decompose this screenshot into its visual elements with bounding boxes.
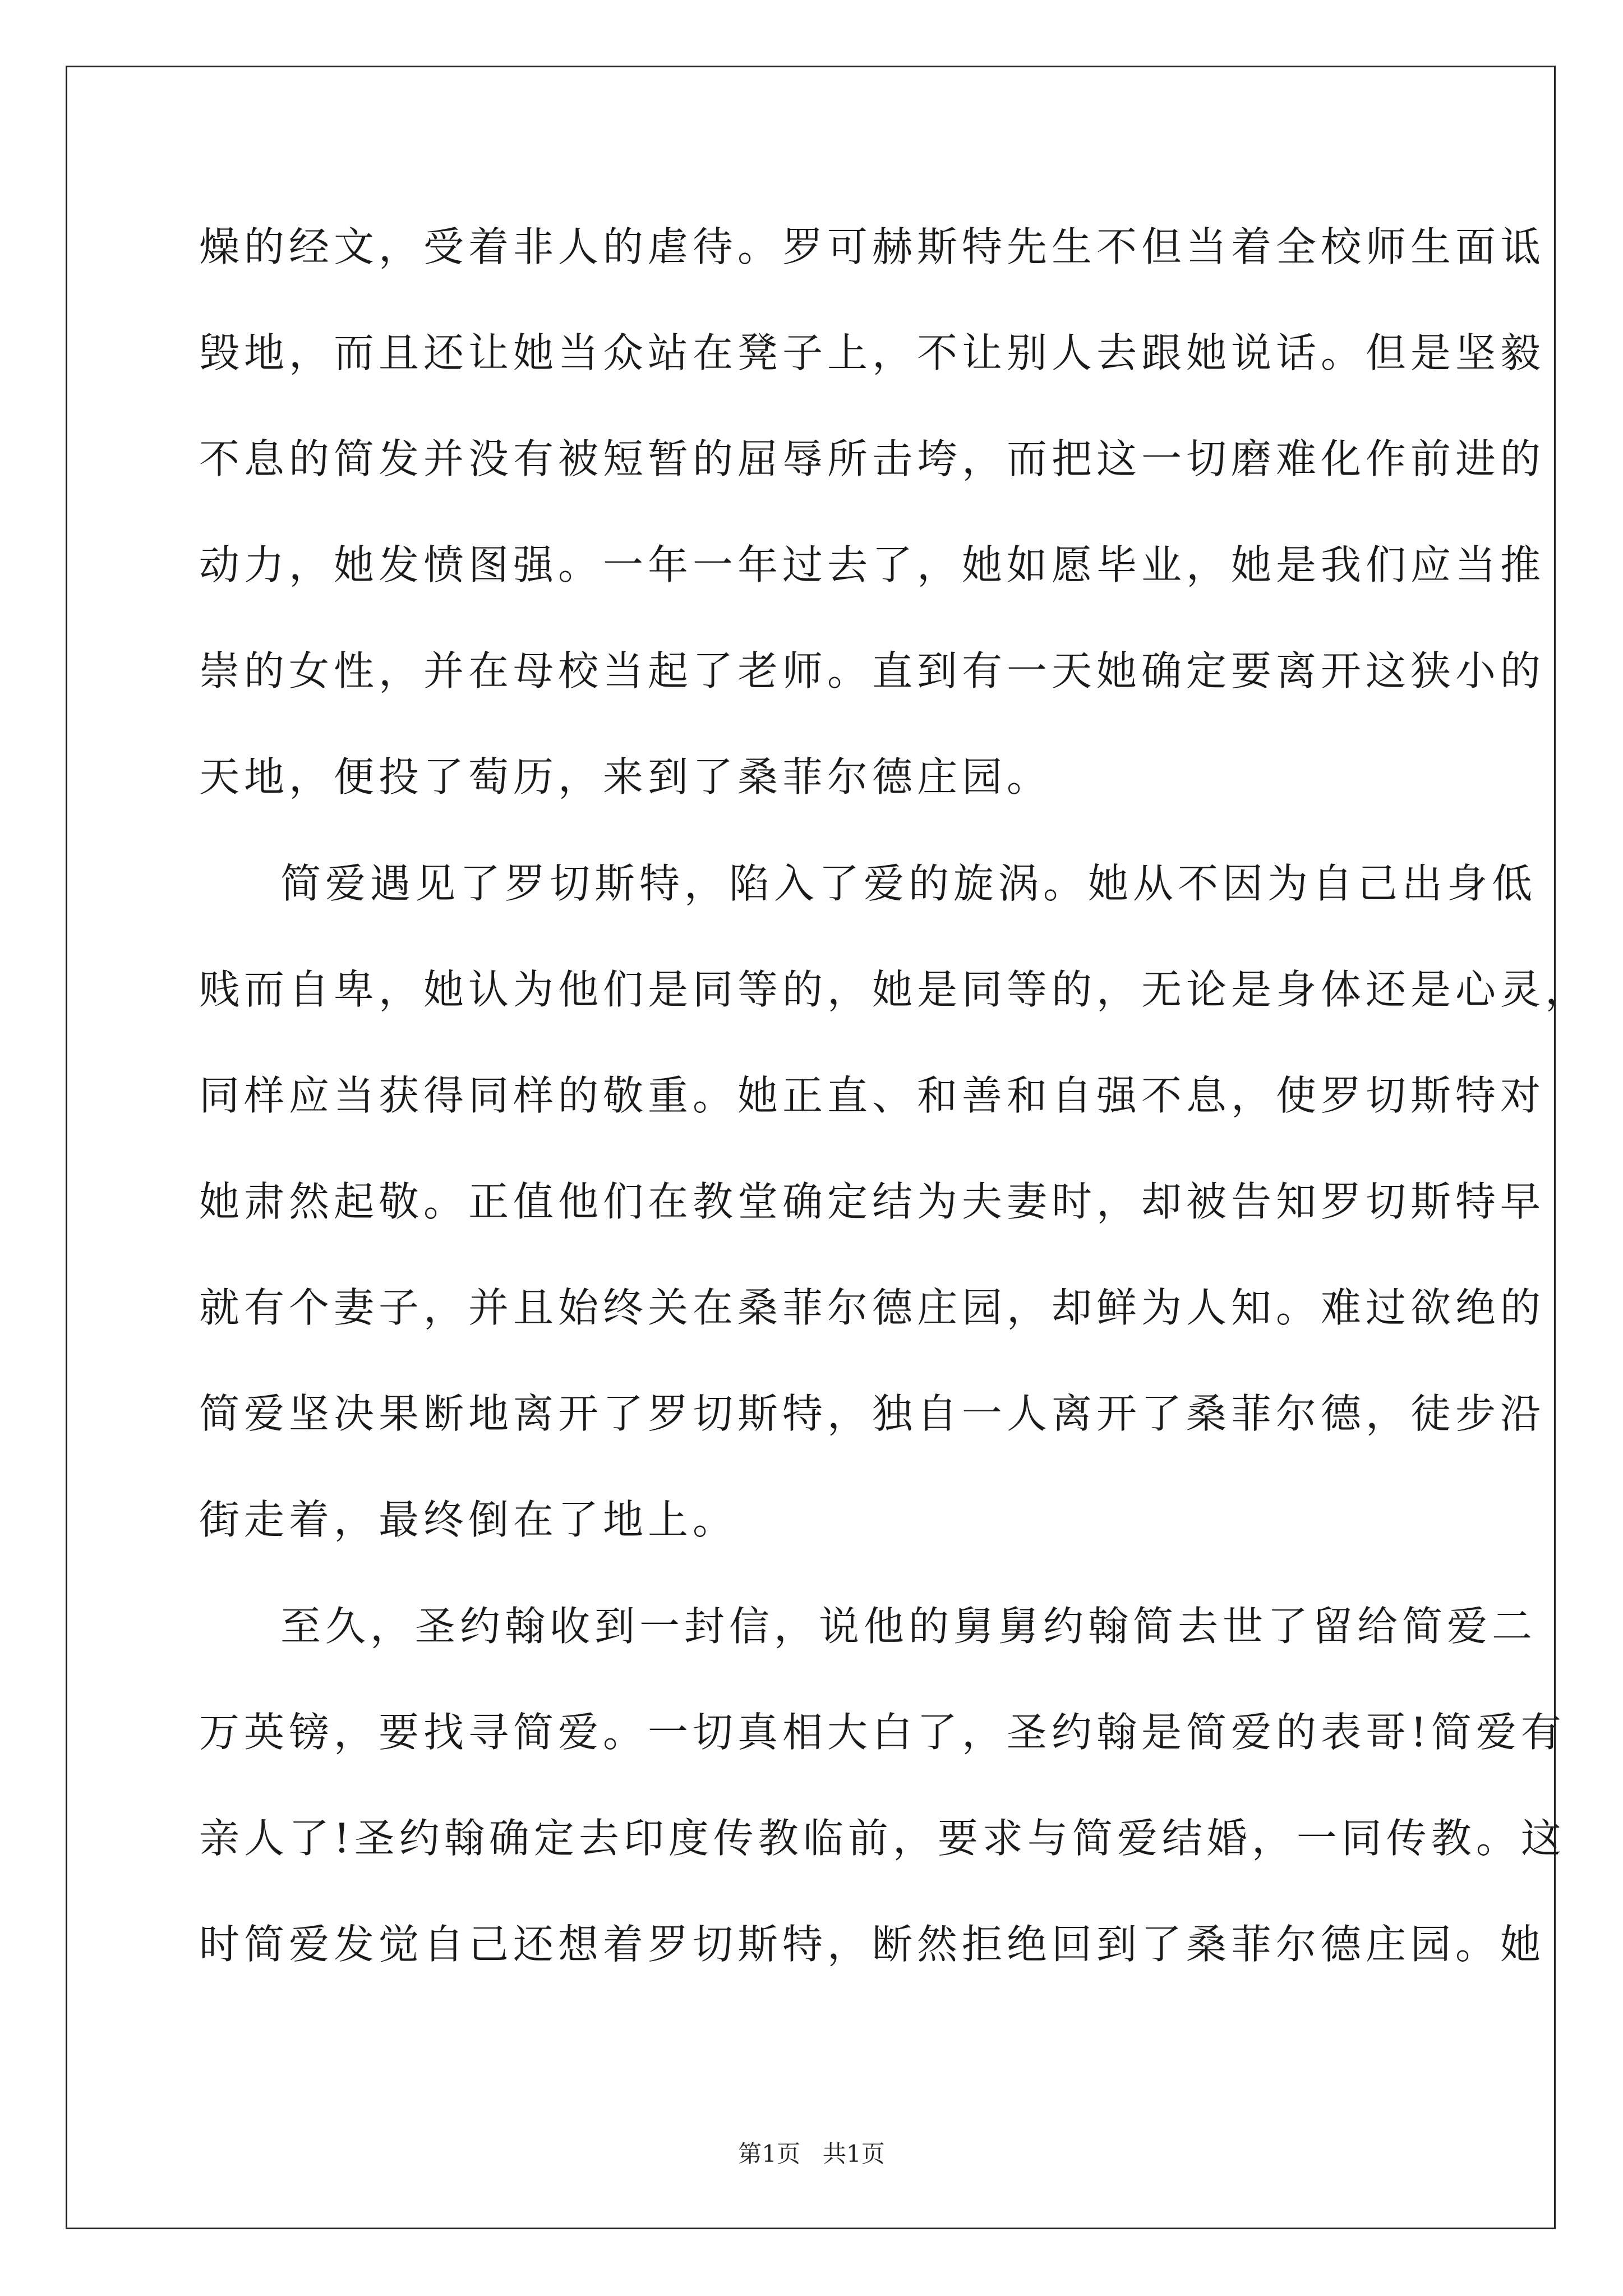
- body-line-4: 动力，她发愤图强。一年一年过去了，她如愿毕业，她是我们应当推: [199, 541, 1546, 588]
- body-line-5: 崇的女性，并在母校当起了老师。直到有一天她确定要离开这狭小的: [199, 647, 1546, 694]
- body-line-13: 街走着，最终倒在了地上。: [199, 1496, 738, 1543]
- body-line-9: 同样应当获得同样的敬重。她正直、和善和自强不息，使罗切斯特对: [199, 1072, 1546, 1119]
- body-line-3: 不息的简发并没有被短暂的屈辱所击垮，而把这一切磨难化作前进的: [199, 435, 1546, 482]
- body-line-17: 时简爱发觉自己还想着罗切斯特，断然拒绝回到了桑菲尔德庄园。她: [199, 1921, 1546, 1968]
- page-number-label: 第1页 共1页: [738, 2140, 885, 2168]
- body-line-7: 简爱遇见了罗切斯特，陷入了爱的旋涡。她从不因为自己出身低: [280, 860, 1537, 907]
- body-line-16: 亲人了!圣约翰确定去印度传教临前，要求与简爱结婚，一同传教。这: [199, 1815, 1566, 1862]
- body-line-1: 燥的经文，受着非人的虐待。罗可赫斯特先生不但当着全校师生面诋: [199, 223, 1546, 270]
- body-line-2: 毁地，而且还让她当众站在凳子上，不让别人去跟她说话。但是坚毅: [199, 329, 1546, 376]
- body-line-12: 简爱坚决果断地离开了罗切斯特，独自一人离开了桑菲尔德，徒步沿: [199, 1390, 1546, 1437]
- page-border: [66, 66, 1590, 2229]
- body-line-11: 就有个妻子，并且始终关在桑菲尔德庄园，却鲜为人知。难过欲绝的: [199, 1284, 1546, 1331]
- body-line-10: 她肃然起敬。正值他们在教堂确定结为夫妻时，却被告知罗切斯特早: [199, 1178, 1546, 1225]
- body-line-15: 万英镑，要找寻简爱。一切真相大白了，圣约翰是简爱的表哥!简爱有: [199, 1709, 1566, 1756]
- body-line-14: 至久，圣约翰收到一封信，说他的舅舅约翰简去世了留给简爱二: [280, 1603, 1537, 1650]
- body-line-6: 天地，便投了萄历，来到了桑菲尔德庄园。: [199, 753, 1052, 800]
- body-line-8: 贱而自卑，她认为他们是同等的，她是同等的，无论是身体还是心灵，: [199, 966, 1590, 1013]
